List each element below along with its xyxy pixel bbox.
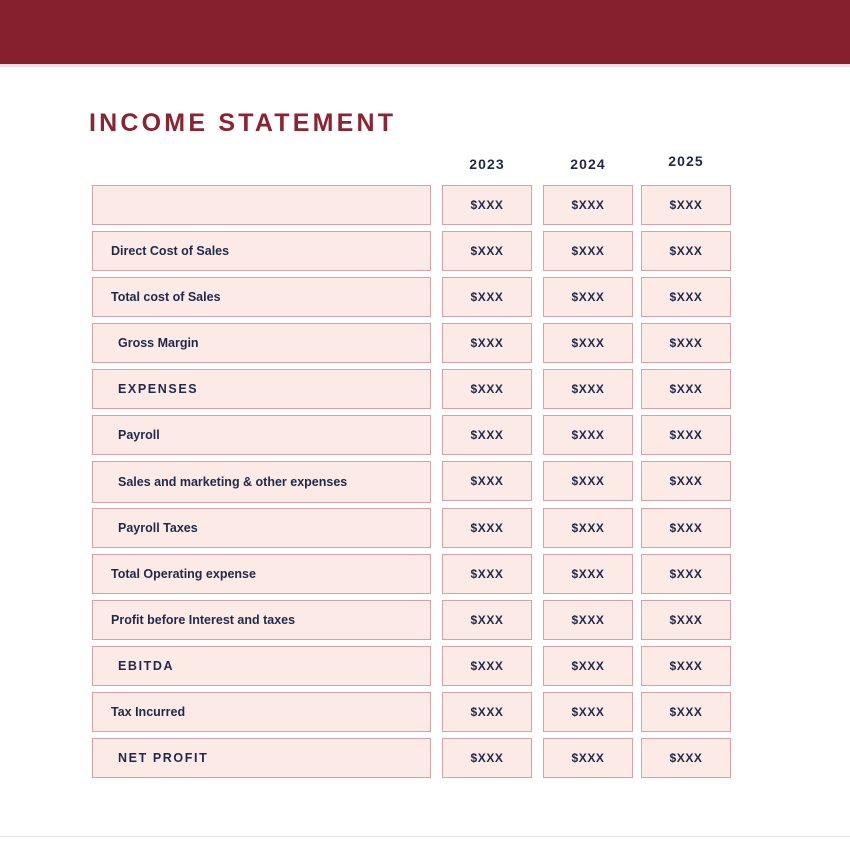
row-value-cell[interactable] xyxy=(442,646,532,686)
row-value-cell[interactable] xyxy=(641,738,731,778)
row-label-cell[interactable] xyxy=(92,415,431,455)
row-value-cell[interactable] xyxy=(442,415,532,455)
row-value-cell[interactable] xyxy=(442,185,532,225)
row-value-cell[interactable] xyxy=(442,554,532,594)
row-value-text: $XXX xyxy=(470,613,504,627)
row-value-text: $XXX xyxy=(470,290,504,304)
row-value-text: $XXX xyxy=(571,428,605,442)
row-value-text: $XXX xyxy=(669,567,703,581)
table-row xyxy=(0,508,850,554)
row-value-cell[interactable] xyxy=(543,415,633,455)
table-row xyxy=(0,738,850,784)
row-value-cell[interactable] xyxy=(641,508,731,548)
table-row xyxy=(0,277,850,323)
row-value-cell[interactable] xyxy=(442,461,532,501)
page-bottom-divider xyxy=(0,836,850,837)
row-value-text: $XXX xyxy=(571,336,605,350)
table-body xyxy=(0,185,850,784)
row-label-cell[interactable] xyxy=(92,646,431,686)
row-value-cell[interactable] xyxy=(641,323,731,363)
table-row xyxy=(0,692,850,738)
row-value-text: $XXX xyxy=(470,382,504,396)
row-value-text: $XXX xyxy=(470,521,504,535)
row-label-text: Total Operating expense xyxy=(111,566,256,581)
table-row xyxy=(0,461,850,508)
row-value-text: $XXX xyxy=(669,382,703,396)
row-value-cell[interactable] xyxy=(641,554,731,594)
row-value-text: $XXX xyxy=(669,474,703,488)
row-value-text: $XXX xyxy=(571,705,605,719)
header-banner xyxy=(0,0,850,64)
row-value-text: $XXX xyxy=(669,336,703,350)
table-row xyxy=(0,323,850,369)
table-header-row xyxy=(442,153,732,177)
row-value-cell[interactable] xyxy=(641,692,731,732)
row-label-text: Total cost of Sales xyxy=(111,289,221,304)
row-label-cell[interactable] xyxy=(92,277,431,317)
table-row xyxy=(0,600,850,646)
row-value-text: $XXX xyxy=(669,659,703,673)
row-value-text: $XXX xyxy=(669,428,703,442)
row-label-cell[interactable] xyxy=(92,738,431,778)
row-value-cell[interactable] xyxy=(442,323,532,363)
row-value-text: $XXX xyxy=(571,521,605,535)
row-value-cell[interactable] xyxy=(641,277,731,317)
row-value-text: $XXX xyxy=(470,244,504,258)
row-value-text: $XXX xyxy=(571,474,605,488)
row-value-text: $XXX xyxy=(571,567,605,581)
row-value-text: $XXX xyxy=(669,613,703,627)
document-page xyxy=(0,67,850,835)
row-label-text: EXPENSES xyxy=(118,381,199,396)
row-value-cell[interactable] xyxy=(543,692,633,732)
row-value-cell[interactable] xyxy=(442,508,532,548)
row-label-cell[interactable] xyxy=(92,692,431,732)
row-label-text: Direct Cost of Sales xyxy=(111,243,230,258)
row-label-cell[interactable] xyxy=(92,323,431,363)
row-value-text: $XXX xyxy=(571,198,605,212)
row-value-cell[interactable] xyxy=(543,461,633,501)
row-value-cell[interactable] xyxy=(543,646,633,686)
row-label-text: NET PROFIT xyxy=(118,750,209,765)
row-value-text: $XXX xyxy=(669,244,703,258)
row-value-text: $XXX xyxy=(470,751,504,765)
row-value-text: $XXX xyxy=(669,521,703,535)
row-value-cell[interactable] xyxy=(641,415,731,455)
column-header-year-2: 2024 xyxy=(570,156,606,172)
row-value-cell[interactable] xyxy=(543,738,633,778)
row-value-text: $XXX xyxy=(470,198,504,212)
row-value-cell[interactable] xyxy=(543,600,633,640)
row-value-text: $XXX xyxy=(571,659,605,673)
row-value-text: $XXX xyxy=(470,474,504,488)
row-value-text: $XXX xyxy=(571,290,605,304)
row-label-cell[interactable] xyxy=(92,369,431,409)
row-value-cell[interactable] xyxy=(543,554,633,594)
column-header-year-1: 2023 xyxy=(469,156,505,172)
table-row xyxy=(0,415,850,461)
row-label-text: Payroll xyxy=(118,427,160,442)
table-row xyxy=(0,646,850,692)
page-title: INCOME STATEMENT xyxy=(89,109,397,137)
row-value-cell[interactable] xyxy=(442,738,532,778)
row-value-text: $XXX xyxy=(669,751,703,765)
column-header-year-3: 2025 xyxy=(668,153,704,169)
row-value-cell[interactable] xyxy=(543,277,633,317)
row-value-text: $XXX xyxy=(470,705,504,719)
row-value-cell[interactable] xyxy=(442,277,532,317)
row-value-cell[interactable] xyxy=(442,369,532,409)
row-label-text: Sales and marketing & other expenses xyxy=(118,474,348,489)
table-row xyxy=(0,231,850,277)
row-value-text: $XXX xyxy=(669,290,703,304)
row-value-text: $XXX xyxy=(571,382,605,396)
row-value-text: $XXX xyxy=(669,705,703,719)
row-value-cell[interactable] xyxy=(543,369,633,409)
table-row xyxy=(0,554,850,600)
row-label-cell[interactable] xyxy=(92,508,431,548)
row-label-text: Tax Incurred xyxy=(111,704,186,719)
table-row xyxy=(0,185,850,231)
row-value-text: $XXX xyxy=(470,659,504,673)
row-label-cell[interactable] xyxy=(92,600,431,640)
row-value-text: $XXX xyxy=(571,751,605,765)
row-label-text: EBITDA xyxy=(118,658,175,673)
row-value-cell[interactable] xyxy=(543,231,633,271)
row-value-text: $XXX xyxy=(571,613,605,627)
row-value-cell[interactable] xyxy=(442,692,532,732)
row-value-text: $XXX xyxy=(470,336,504,350)
row-value-text: $XXX xyxy=(470,567,504,581)
row-value-cell[interactable] xyxy=(641,461,731,501)
row-value-text: $XXX xyxy=(470,428,504,442)
row-value-cell[interactable] xyxy=(543,323,633,363)
row-label-cell[interactable] xyxy=(92,231,431,271)
row-value-cell[interactable] xyxy=(543,508,633,548)
row-value-cell[interactable] xyxy=(641,185,731,225)
row-value-text: $XXX xyxy=(571,244,605,258)
row-label-cell[interactable] xyxy=(92,461,431,503)
table-row xyxy=(0,369,850,415)
row-value-text: $XXX xyxy=(669,198,703,212)
row-label-cell[interactable] xyxy=(92,185,431,225)
row-label-text: Gross Margin xyxy=(118,335,199,350)
row-value-cell[interactable] xyxy=(442,231,532,271)
row-value-cell[interactable] xyxy=(641,369,731,409)
row-value-cell[interactable] xyxy=(641,600,731,640)
row-label-text: Profit before Interest and taxes xyxy=(111,612,296,627)
row-value-cell[interactable] xyxy=(641,646,731,686)
row-value-cell[interactable] xyxy=(442,600,532,640)
row-label-cell[interactable] xyxy=(92,554,431,594)
row-value-cell[interactable] xyxy=(641,231,731,271)
row-label-text: Payroll Taxes xyxy=(118,520,198,535)
row-value-cell[interactable] xyxy=(543,185,633,225)
